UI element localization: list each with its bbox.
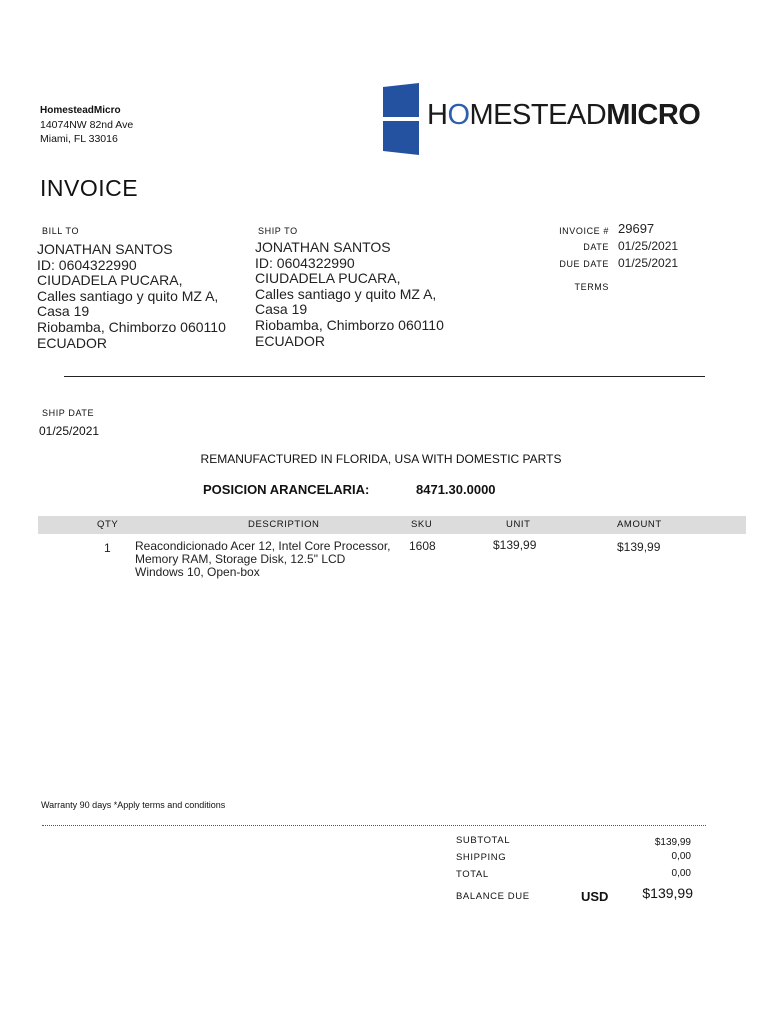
- description-line: Memory RAM, Storage Disk, 12.5" LCD: [135, 552, 346, 566]
- column-header-amount: AMOUNT: [617, 519, 662, 530]
- balance-due-value: $139,99: [642, 885, 693, 901]
- logo-text-part: MESTEAD: [469, 99, 607, 131]
- row-unit-price: $139,99: [493, 538, 537, 552]
- tariff-label: POSICION ARANCELARIA:: [203, 482, 370, 497]
- address-line: JONATHAN SANTOS: [255, 239, 391, 255]
- column-header-sku: SKU: [411, 519, 433, 530]
- bill-to-label: BILL TO: [42, 226, 80, 236]
- invoice-number-label: INVOICE #: [559, 226, 609, 236]
- balance-due-label: BALANCE DUE: [456, 891, 530, 902]
- ship-date-label: SHIP DATE: [42, 408, 95, 418]
- invoice-title: INVOICE: [40, 175, 139, 201]
- address-line: Calles santiago y quito MZ A,: [37, 287, 219, 304]
- invoice-number: 29697: [618, 221, 655, 236]
- terms-label: TERMS: [574, 282, 609, 292]
- company-address-line1: 14074NW 82nd Ave: [40, 119, 134, 131]
- column-header-qty: QTY: [97, 519, 119, 530]
- ship-to-address: [255, 240, 444, 349]
- currency-code: USD: [581, 889, 609, 904]
- address-line: Casa 19: [255, 301, 308, 318]
- address-line: JONATHAN SANTOS: [37, 241, 173, 257]
- address-line: ID: 0604322990: [255, 254, 355, 271]
- company-address-line2: Miami, FL 33016: [40, 133, 118, 145]
- total-value: 0,00: [671, 868, 691, 879]
- address-line: Calles santiago y quito MZ A,: [255, 285, 437, 302]
- logo-wordmark: [427, 99, 700, 132]
- address-line: Casa 19: [37, 303, 90, 320]
- company-logo: [381, 82, 711, 156]
- address-line: ECUADOR: [37, 334, 108, 351]
- header-divider: [64, 376, 705, 377]
- address-line: Riobamba, Chimborzo 060110: [255, 316, 444, 333]
- logo-text-bold: MICRO: [606, 99, 701, 131]
- row-amount: $139,99: [617, 540, 661, 554]
- logo-mark-icon: [381, 82, 421, 156]
- column-header-description: DESCRIPTION: [248, 519, 320, 530]
- address-line: Riobamba, Chimborzo 060110: [37, 318, 226, 335]
- shipping-value: 0,00: [671, 851, 691, 862]
- total-label: TOTAL: [456, 869, 489, 880]
- bill-to-address: [37, 242, 226, 351]
- totals-divider: [42, 825, 706, 826]
- ship-to-label: SHIP TO: [258, 226, 298, 236]
- logo-text-accent: O: [447, 99, 470, 131]
- description-line: Windows 10, Open-box: [135, 565, 260, 579]
- date-label: DATE: [583, 242, 609, 252]
- address-line: CIUDADELA PUCARA,: [37, 272, 183, 289]
- subtotal-label: SUBTOTAL: [456, 835, 511, 846]
- origin-note: REMANUFACTURED IN FLORIDA, USA WITH DOMESTIC PARTS: [200, 452, 562, 466]
- company-name: HomesteadMicro: [40, 105, 121, 116]
- address-line: ID: 0604322990: [37, 256, 137, 273]
- subtotal-value: $139,99: [654, 837, 691, 848]
- row-qty: 1: [104, 541, 111, 555]
- column-header-unit: UNIT: [506, 519, 531, 530]
- description-line: Reacondicionado Acer 12, Intel Core Processor,: [135, 539, 391, 553]
- row-description: [135, 540, 390, 579]
- ship-date: 01/25/2021: [39, 424, 100, 438]
- row-sku: 1608: [409, 539, 436, 553]
- due-date-label: DUE DATE: [559, 259, 609, 269]
- tariff-code: 8471.30.0000: [416, 482, 496, 497]
- warranty-note: Warranty 90 days *Apply terms and conditions: [41, 800, 226, 810]
- address-line: ECUADOR: [255, 332, 326, 349]
- address-line: CIUDADELA PUCARA,: [255, 270, 401, 287]
- logo-text-part: H: [427, 99, 448, 131]
- due-date: 01/25/2021: [618, 256, 679, 270]
- invoice-date: 01/25/2021: [618, 239, 679, 253]
- shipping-label: SHIPPING: [456, 852, 507, 863]
